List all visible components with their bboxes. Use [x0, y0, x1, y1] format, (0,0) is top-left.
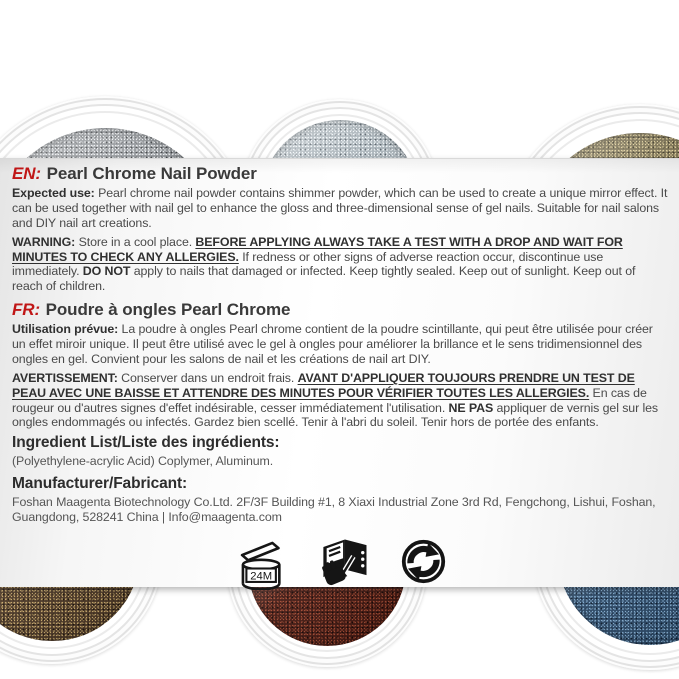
en-warning-emphasis: DO NOT	[82, 264, 131, 279]
en-title	[12, 164, 668, 184]
en-warning-label: WARNING:	[12, 234, 76, 249]
fr-warning-end: appliquer de vernis gel sur les ongles endommagés ou infectés. Gardez bien scellé. Tenir à l'abri du soleil. Tenir hors de portée des enfants.	[12, 400, 658, 430]
pao-24m-text: 24M	[250, 570, 273, 583]
en-product-name: Pearl Chrome Nail Powder	[46, 164, 257, 183]
en-warning-middle: If redness or other signs of adverse reaction occur, discontinue use immediately.	[12, 249, 604, 279]
read-leaflet-icon	[314, 533, 374, 591]
symbol-row	[236, 533, 668, 591]
fr-product-name: Poudre à ongles Pearl Chrome	[45, 300, 291, 320]
manufacturer-text: Foshan Maagenta Biotechnology Co.Ltd. 2F/3F Building #1, 8 Xiaxi Industrial Zone 3rd Rd, Fengchong, Lishui, Foshan, Guangdong, 528241 China | Info@maagenta.com	[12, 495, 656, 524]
period-after-opening-icon	[236, 534, 288, 590]
fr-expected-use-paragraph	[12, 322, 668, 367]
fr-warning-label: AVERTISSEMENT:	[12, 370, 118, 385]
en-warning-end: apply to nails that damaged or infected. Keep tightly sealed. Keep out of sunlight. Keep out of reach of children.	[12, 264, 636, 294]
fr-warning-start: Conserver dans un endroit frais.	[121, 370, 295, 385]
en-warning-underlined: BEFORE APPLYING ALWAYS TAKE A TEST WITH A DROP AND WAIT FOR MINUTES TO CHECK ANY ALLERGIES.	[12, 234, 623, 264]
green-dot-recycle-icon	[400, 538, 447, 585]
label-card	[0, 158, 679, 587]
en-expected-use-paragraph	[12, 186, 668, 231]
ingredient-text: (Polyethylene-acrylic Acid) Coplymer, Aluminum.	[12, 454, 274, 469]
fr-warning-emphasis: NE PAS	[448, 400, 494, 415]
en-use-label: Expected use:	[12, 186, 95, 200]
fr-use-label: Utilisation prévue:	[12, 322, 119, 337]
fr-warning-middle: En cas de rougeur ou d'autres signes d'effet indésirable, cesser immédiatement l'utilisation.	[12, 385, 647, 415]
fr-warning-underlined: AVANT D'APPLIQUER TOUJOURS PRENDRE UN TEST DE PEAU AVEC UNE BAISSE ET ATTENDRE DES MINUTES POUR VÉRIFIER TOUTES LES ALLERGIES.	[12, 370, 635, 400]
fr-warning-paragraph	[12, 371, 668, 431]
lang-tag-fr: FR:	[12, 300, 41, 320]
en-warning-start: Store in a cool place.	[78, 234, 193, 249]
ingredient-heading: Ingredient List/Liste des ingrédients:	[12, 434, 280, 452]
lang-tag-en: EN:	[12, 164, 41, 183]
fr-title	[12, 300, 668, 320]
en-use-text: Pearl chrome nail powder contains shimmer powder, which can be used to create a unique mirror effect. It can be used together with nail gel to enhance the gloss and three-dimensional sense of gel nails. Suitable for nail salons and DIY nail art creations.	[12, 186, 668, 230]
fr-use-text: La poudre à ongles Pearl chrome contient de la poudre scintillante, qui peut être utilisée pour créer un effet miroir unique. Il peut être utilisé avec le gel à ongles pour améliorer la brillance et le sens tridimensionnel des ongles en gel. Convient pour les salons de nail et les créations de nail art DIY.	[12, 322, 653, 366]
manufacturer-heading: Manufacturer/Fabricant:	[12, 475, 188, 493]
en-warning-paragraph	[12, 235, 668, 295]
